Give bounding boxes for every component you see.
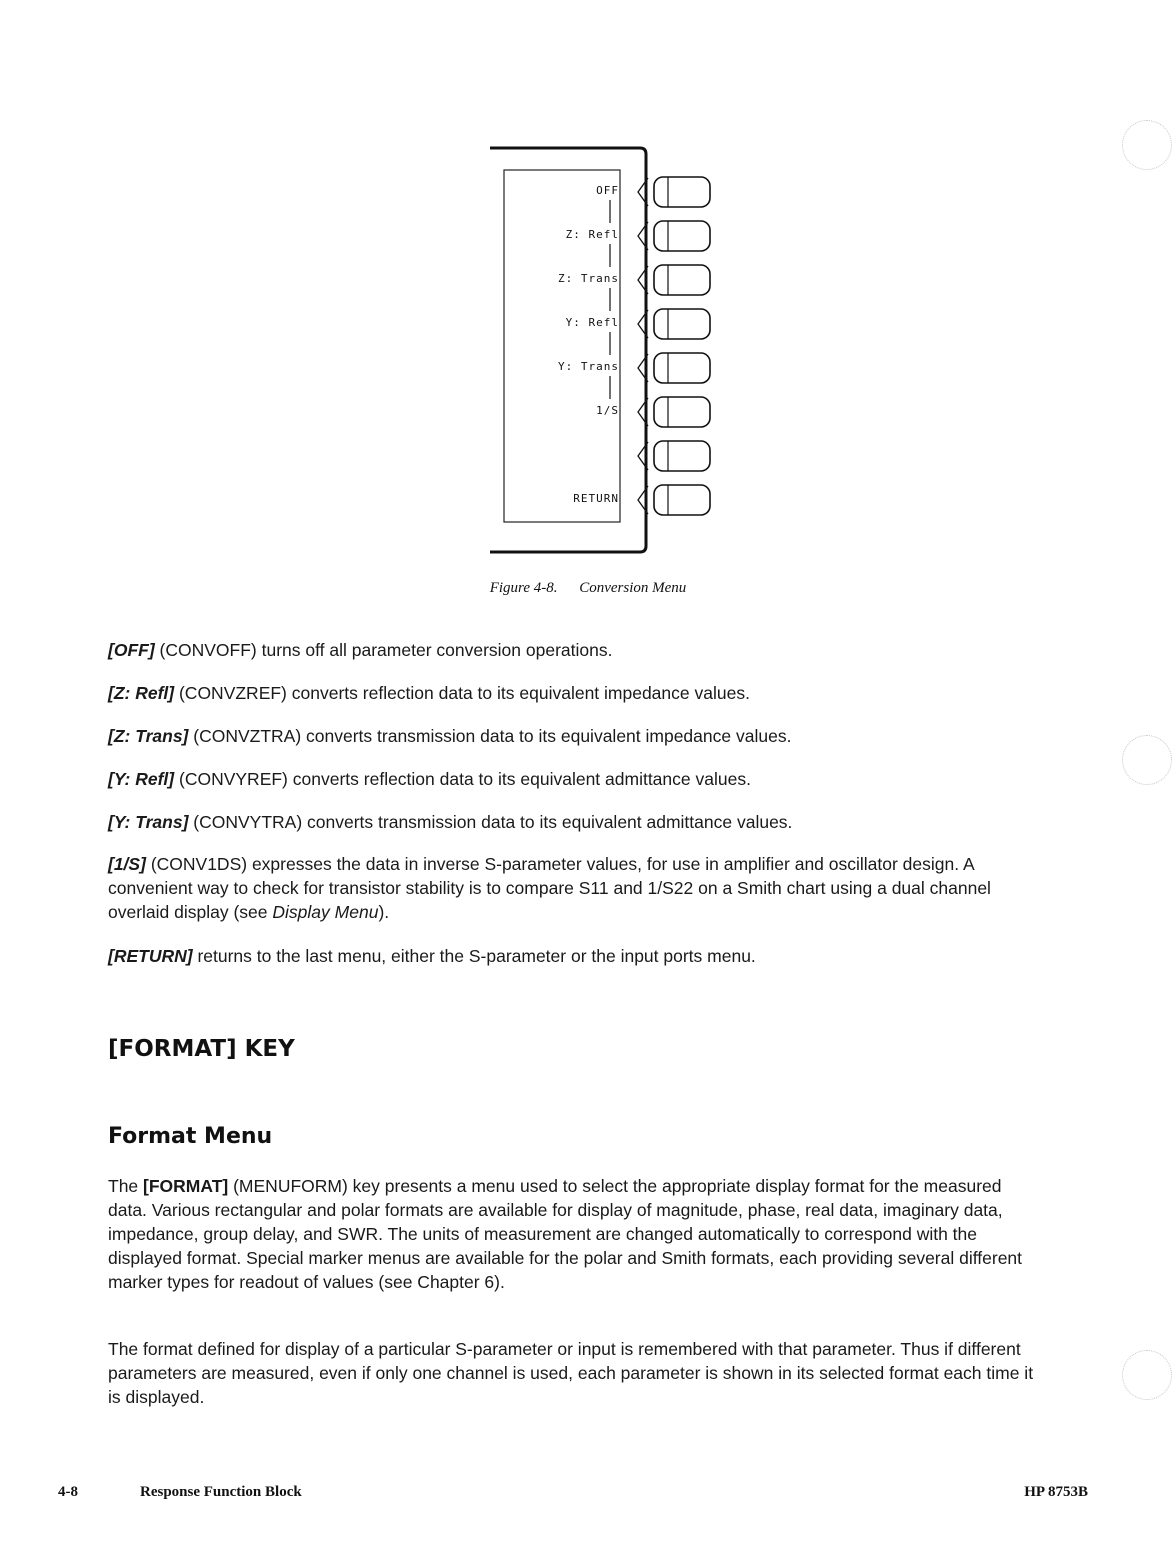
figure-caption <box>0 580 1176 597</box>
softkey-button <box>654 441 710 471</box>
softkey-label-return: RETURN <box>573 492 619 505</box>
softkey-label-off: OFF <box>596 184 619 197</box>
softkey-label-z-trans: Z: Trans <box>558 272 619 285</box>
item-y-trans: [Y: Trans] (CONVYTRA) converts transmission data to its equivalent admittance values. <box>108 812 793 832</box>
item-return: [RETURN] returns to the last menu, either the S-parameter or the input ports menu. <box>108 946 756 966</box>
figure-title: Conversion Menu <box>579 580 687 596</box>
softkey-label-1-s: 1/S <box>596 404 619 417</box>
softkey-label-y-refl: Y: Refl <box>565 316 619 329</box>
item-y-refl: [Y: Refl] (CONVYREF) converts reflection data to its equivalent admittance values. <box>108 769 751 789</box>
page-number: 4-8 <box>58 1484 78 1500</box>
item-z-refl: [Z: Refl] (CONVZREF) converts reflection data to its equivalent impedance values. <box>108 683 750 703</box>
figure-number: Figure 4-8. <box>489 580 558 596</box>
softkey-button <box>654 309 710 339</box>
softkey-button <box>654 177 710 207</box>
softkey-button <box>654 265 710 295</box>
format-key: [FORMAT] <box>143 1176 229 1196</box>
display-menu-reference: Display Menu <box>272 902 379 922</box>
footer-product: HP 8753B <box>1024 1484 1088 1500</box>
punch-hole-bottom <box>1122 1350 1172 1400</box>
footer-section: Response Function Block <box>140 1484 302 1500</box>
format-paragraph-2: The format defined for display of a particular S-parameter or input is remembered with that parameter. Thus if different parameters are measured, even if only one channel is used, each parameter is shown in its selected format each time it is displayed. <box>108 1339 1034 1407</box>
punch-hole-middle <box>1122 735 1172 785</box>
subsection-heading: Format Menu <box>108 1124 273 1149</box>
softkey-button <box>654 221 710 251</box>
section-heading: [FORMAT] KEY <box>108 1036 295 1062</box>
punch-hole-top <box>1122 120 1172 170</box>
softkey-button <box>654 397 710 427</box>
conversion-menu-figure <box>488 140 728 560</box>
format-paragraph-1: The [FORMAT] (MENUFORM) key presents a menu used to select the appropriate display format for the measured data. Various rectangular and polar formats are available for display of magnitude, phase, real data, imaginary data, impedance, group delay, and SWR. The units of measurement are changed automatically to correspond with the displayed format. Special marker menus are available for the polar and Smith formats, each providing several different marker types for readout of values (see Chapter 6). <box>108 1176 1023 1292</box>
softkey-button <box>654 353 710 383</box>
item-1s: [1/S] (CONV1DS) expresses the data in inverse S-parameter values, for use in amplifier and oscillator design. A convenient way to check for transistor stability is to compare S11 and 1/S22 on a Smith chart using a dual channel overlaid display (see Display Menu). <box>108 854 991 922</box>
softkey-button <box>654 485 710 515</box>
softkey-label-y-trans: Y: Trans <box>558 360 619 373</box>
softkey-label-z-refl: Z: Refl <box>565 228 619 241</box>
item-z-trans: [Z: Trans] (CONVZTRA) converts transmission data to its equivalent impedance values. <box>108 726 792 746</box>
item-off: [OFF] (CONVOFF) turns off all parameter conversion operations. <box>108 640 613 660</box>
